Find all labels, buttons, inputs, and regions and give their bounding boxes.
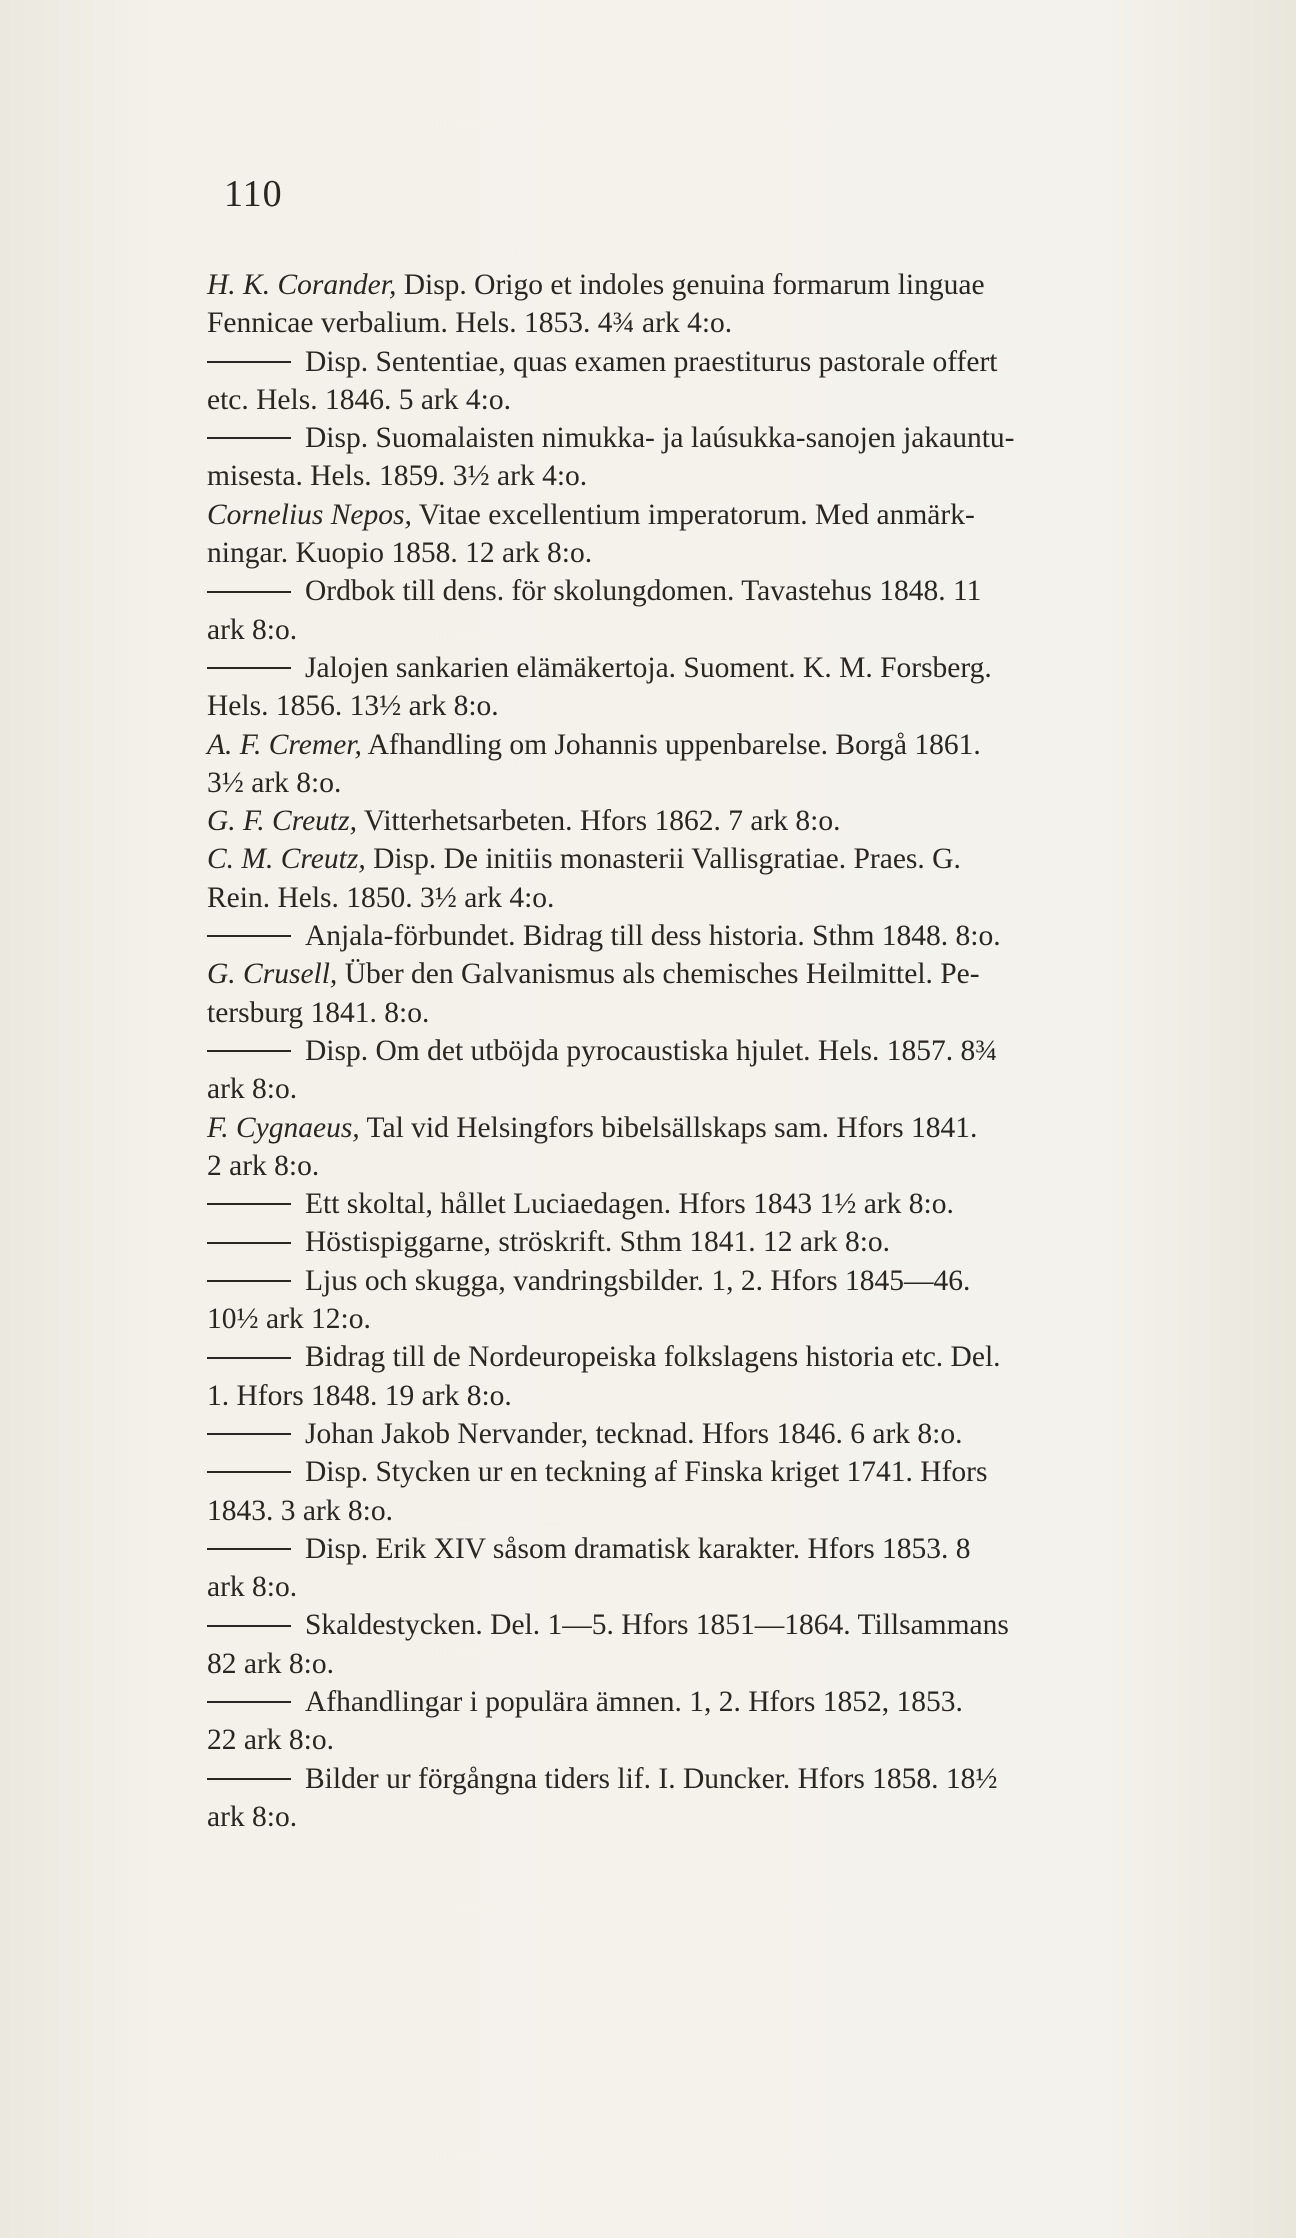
bibliography-entry — [207, 1032, 1197, 1109]
bibliography-entry — [207, 840, 1197, 917]
entry-text: Disp. De initiis monasterii Vallisgratiae. Praes. G. — [373, 843, 961, 876]
entry-text: ark 8:o. — [207, 1073, 298, 1106]
bibliography-entry — [207, 1185, 1197, 1223]
bibliography-entry — [207, 1453, 1197, 1530]
entry-first-line — [207, 419, 1197, 457]
entry-text: Skaldestycken. Del. 1—5. Hfors 1851—1864. Tillsammans — [305, 1609, 1009, 1642]
ditto-dash — [207, 1548, 291, 1550]
bibliography-entry — [207, 419, 1197, 496]
entry-text: Vitterhetsarbeten. Hfors 1862. 7 ark 8:o. — [363, 805, 841, 838]
entry-text: Afhandlingar i populära ämnen. 1, 2. Hfors 1852, 1853. — [305, 1685, 963, 1718]
entry-text: etc. Hels. 1846. 5 ark 4:o. — [207, 383, 511, 416]
bibliography-entry — [207, 802, 1197, 840]
ditto-dash — [207, 1471, 291, 1473]
entry-continuation-line — [207, 1568, 1197, 1606]
entry-first-line — [207, 1262, 1197, 1300]
entry-text: Anjala-förbundet. Bidrag till dess historia. Sthm 1848. 8:o. — [305, 920, 1001, 953]
entry-first-line — [207, 496, 1197, 534]
page-number: 110 — [224, 173, 283, 215]
bibliography-entry — [207, 955, 1197, 1032]
entry-first-line — [207, 1109, 1197, 1147]
bibliography-entry — [207, 1109, 1197, 1186]
ditto-dash — [207, 667, 291, 669]
entry-text: Ett skoltal, hållet Luciaedagen. Hfors 1843 1½ ark 8:o. — [305, 1188, 954, 1221]
entry-first-line — [207, 1415, 1197, 1453]
entry-first-line — [207, 1032, 1197, 1070]
entry-text: Disp. Stycken ur en teckning af Finska kriget 1741. Hfors — [305, 1456, 988, 1489]
entry-text: tersburg 1841. 8:o. — [207, 996, 430, 1029]
ditto-dash — [207, 1778, 291, 1780]
entry-text: Disp. Origo et indoles genuina formarum linguae — [403, 269, 985, 301]
bibliography-entry — [207, 917, 1197, 955]
entry-text: 10½ ark 12:o. — [207, 1303, 371, 1336]
ditto-dash — [207, 1701, 291, 1703]
entry-first-line — [207, 649, 1197, 687]
entry-text: Ljus och skugga, vandringsbilder. 1, 2. Hfors 1845—46. — [305, 1264, 971, 1297]
entry-text: ark 8:o. — [207, 613, 298, 646]
entry-text: Tal vid Helsingfors bibelsällskaps sam. Hfors 1841. — [366, 1111, 978, 1144]
entry-text: Jalojen sankarien elämäkertoja. Suoment. K. M. Forsberg. — [305, 651, 992, 684]
entry-text: Disp. Sententiae, quas examen praestiturus pastorale offert — [305, 345, 998, 378]
ditto-dash — [207, 591, 291, 593]
entry-continuation-line — [207, 879, 1197, 917]
ditto-dash — [207, 1625, 291, 1627]
entry-text: ark 8:o. — [207, 1571, 298, 1604]
entry-continuation-line — [207, 687, 1197, 725]
entry-continuation-line — [207, 1798, 1197, 1836]
ditto-dash — [207, 935, 291, 937]
entry-author: H. K. Corander, — [207, 269, 397, 301]
entry-first-line — [207, 917, 1197, 955]
entry-first-line — [207, 1185, 1197, 1223]
bibliography-entry — [207, 1683, 1197, 1760]
entry-text: Hels. 1856. 13½ ark 8:o. — [207, 690, 499, 723]
entry-continuation-line — [207, 1721, 1197, 1759]
bibliography-entry — [207, 572, 1197, 649]
entry-continuation-line — [207, 381, 1197, 419]
entry-first-line — [207, 1223, 1197, 1261]
entry-text: 22 ark 8:o. — [207, 1724, 334, 1757]
entry-first-line — [207, 1338, 1197, 1376]
bibliography-entry — [207, 1223, 1197, 1261]
bibliography-entry — [207, 1760, 1197, 1837]
entry-text: Bidrag till de Nordeuropeiska folkslagens historia etc. Del. — [305, 1341, 1001, 1374]
ditto-dash — [207, 1433, 291, 1435]
entry-continuation-line — [207, 1377, 1197, 1415]
ditto-dash — [207, 1357, 291, 1359]
entry-first-line — [207, 572, 1197, 610]
bibliography-entry — [207, 343, 1197, 420]
entry-continuation-line — [207, 1300, 1197, 1338]
entry-continuation-line — [207, 304, 1197, 342]
entry-author: A. F. Cremer, — [207, 728, 362, 761]
entry-continuation-line — [207, 994, 1197, 1032]
entry-first-line — [207, 802, 1197, 840]
entry-first-line — [207, 266, 1197, 304]
ditto-dash — [207, 1203, 291, 1205]
entry-text: Höstispiggarne, ströskrift. Sthm 1841. 12 ark 8:o. — [305, 1226, 891, 1259]
bibliography-entry — [207, 496, 1197, 573]
entry-continuation-line — [207, 1070, 1197, 1108]
entry-text: 3½ ark 8:o. — [207, 766, 342, 799]
entry-first-line — [207, 1760, 1197, 1798]
entry-text: 1. Hfors 1848. 19 ark 8:o. — [207, 1379, 512, 1412]
entry-first-line — [207, 955, 1197, 993]
bibliography-entry — [207, 1606, 1197, 1683]
entry-first-line — [207, 343, 1197, 381]
entry-text: Disp. Om det utböjda pyrocaustiska hjulet. Hels. 1857. 8¾ — [305, 1034, 998, 1067]
entry-text: Fennicae verbalium. Hels. 1853. 4¾ ark 4:o. — [207, 307, 733, 340]
entry-text: misesta. Hels. 1859. 3½ ark 4:o. — [207, 460, 588, 493]
entry-text: Bilder ur förgångna tiders lif. I. Duncker. Hfors 1858. 18½ — [305, 1762, 998, 1795]
ditto-dash — [207, 1050, 291, 1052]
bibliography-entry — [207, 1415, 1197, 1453]
entry-first-line — [207, 1530, 1197, 1568]
entry-continuation-line — [207, 534, 1197, 572]
entry-author: F. Cygnaeus, — [207, 1111, 360, 1144]
ditto-dash — [207, 1242, 291, 1244]
entry-first-line — [207, 1683, 1197, 1721]
entry-continuation-line — [207, 611, 1197, 649]
bibliography-list — [207, 266, 1197, 1836]
entry-text: Vitae excellentium imperatorum. Med anmärk- — [418, 498, 975, 531]
entry-continuation-line — [207, 1645, 1197, 1683]
entry-text: 1843. 3 ark 8:o. — [207, 1494, 393, 1527]
entry-first-line — [207, 1606, 1197, 1644]
entry-text: Ordbok till dens. för skolungdomen. Tavastehus 1848. 11 — [305, 575, 982, 608]
entry-continuation-line — [207, 457, 1197, 495]
bibliography-entry — [207, 1338, 1197, 1415]
bibliography-entry — [207, 649, 1197, 726]
entry-first-line — [207, 1453, 1197, 1491]
entry-text: Disp. Erik XIV såsom dramatisk karakter. Hfors 1853. 8 — [305, 1532, 971, 1565]
entry-text: ark 8:o. — [207, 1800, 298, 1833]
entry-author: G. Crusell, — [207, 958, 338, 991]
entry-first-line — [207, 726, 1197, 764]
entry-continuation-line — [207, 1492, 1197, 1530]
bibliography-entry — [207, 1530, 1197, 1607]
entry-text: ningar. Kuopio 1858. 12 ark 8:o. — [207, 537, 593, 570]
entry-continuation-line — [207, 1147, 1197, 1185]
bibliography-entry — [207, 726, 1197, 803]
entry-continuation-line — [207, 764, 1197, 802]
entry-text: Disp. Suomalaisten nimukka- ja laúsukka-sanojen jakauntu- — [305, 422, 1015, 455]
bibliography-entry — [207, 266, 1197, 343]
entry-text: Über den Galvanismus als chemisches Heilmittel. Pe- — [344, 958, 980, 991]
ditto-dash — [207, 437, 291, 439]
entry-text: 2 ark 8:o. — [207, 1149, 320, 1182]
ditto-dash — [207, 1280, 291, 1282]
entry-text: Afhandling om Johannis uppenbarelse. Borgå 1861. — [367, 728, 981, 761]
entry-text: Rein. Hels. 1850. 3½ ark 4:o. — [207, 881, 555, 914]
entry-first-line — [207, 840, 1197, 878]
ditto-dash — [207, 361, 291, 363]
entry-text: 82 ark 8:o. — [207, 1647, 334, 1680]
entry-author: G. F. Creutz, — [207, 805, 357, 838]
entry-text: Johan Jakob Nervander, tecknad. Hfors 1846. 6 ark 8:o. — [305, 1417, 963, 1450]
bibliography-entry — [207, 1262, 1197, 1339]
entry-author: C. M. Creutz, — [207, 843, 366, 876]
entry-author: Cornelius Nepos, — [207, 498, 412, 531]
